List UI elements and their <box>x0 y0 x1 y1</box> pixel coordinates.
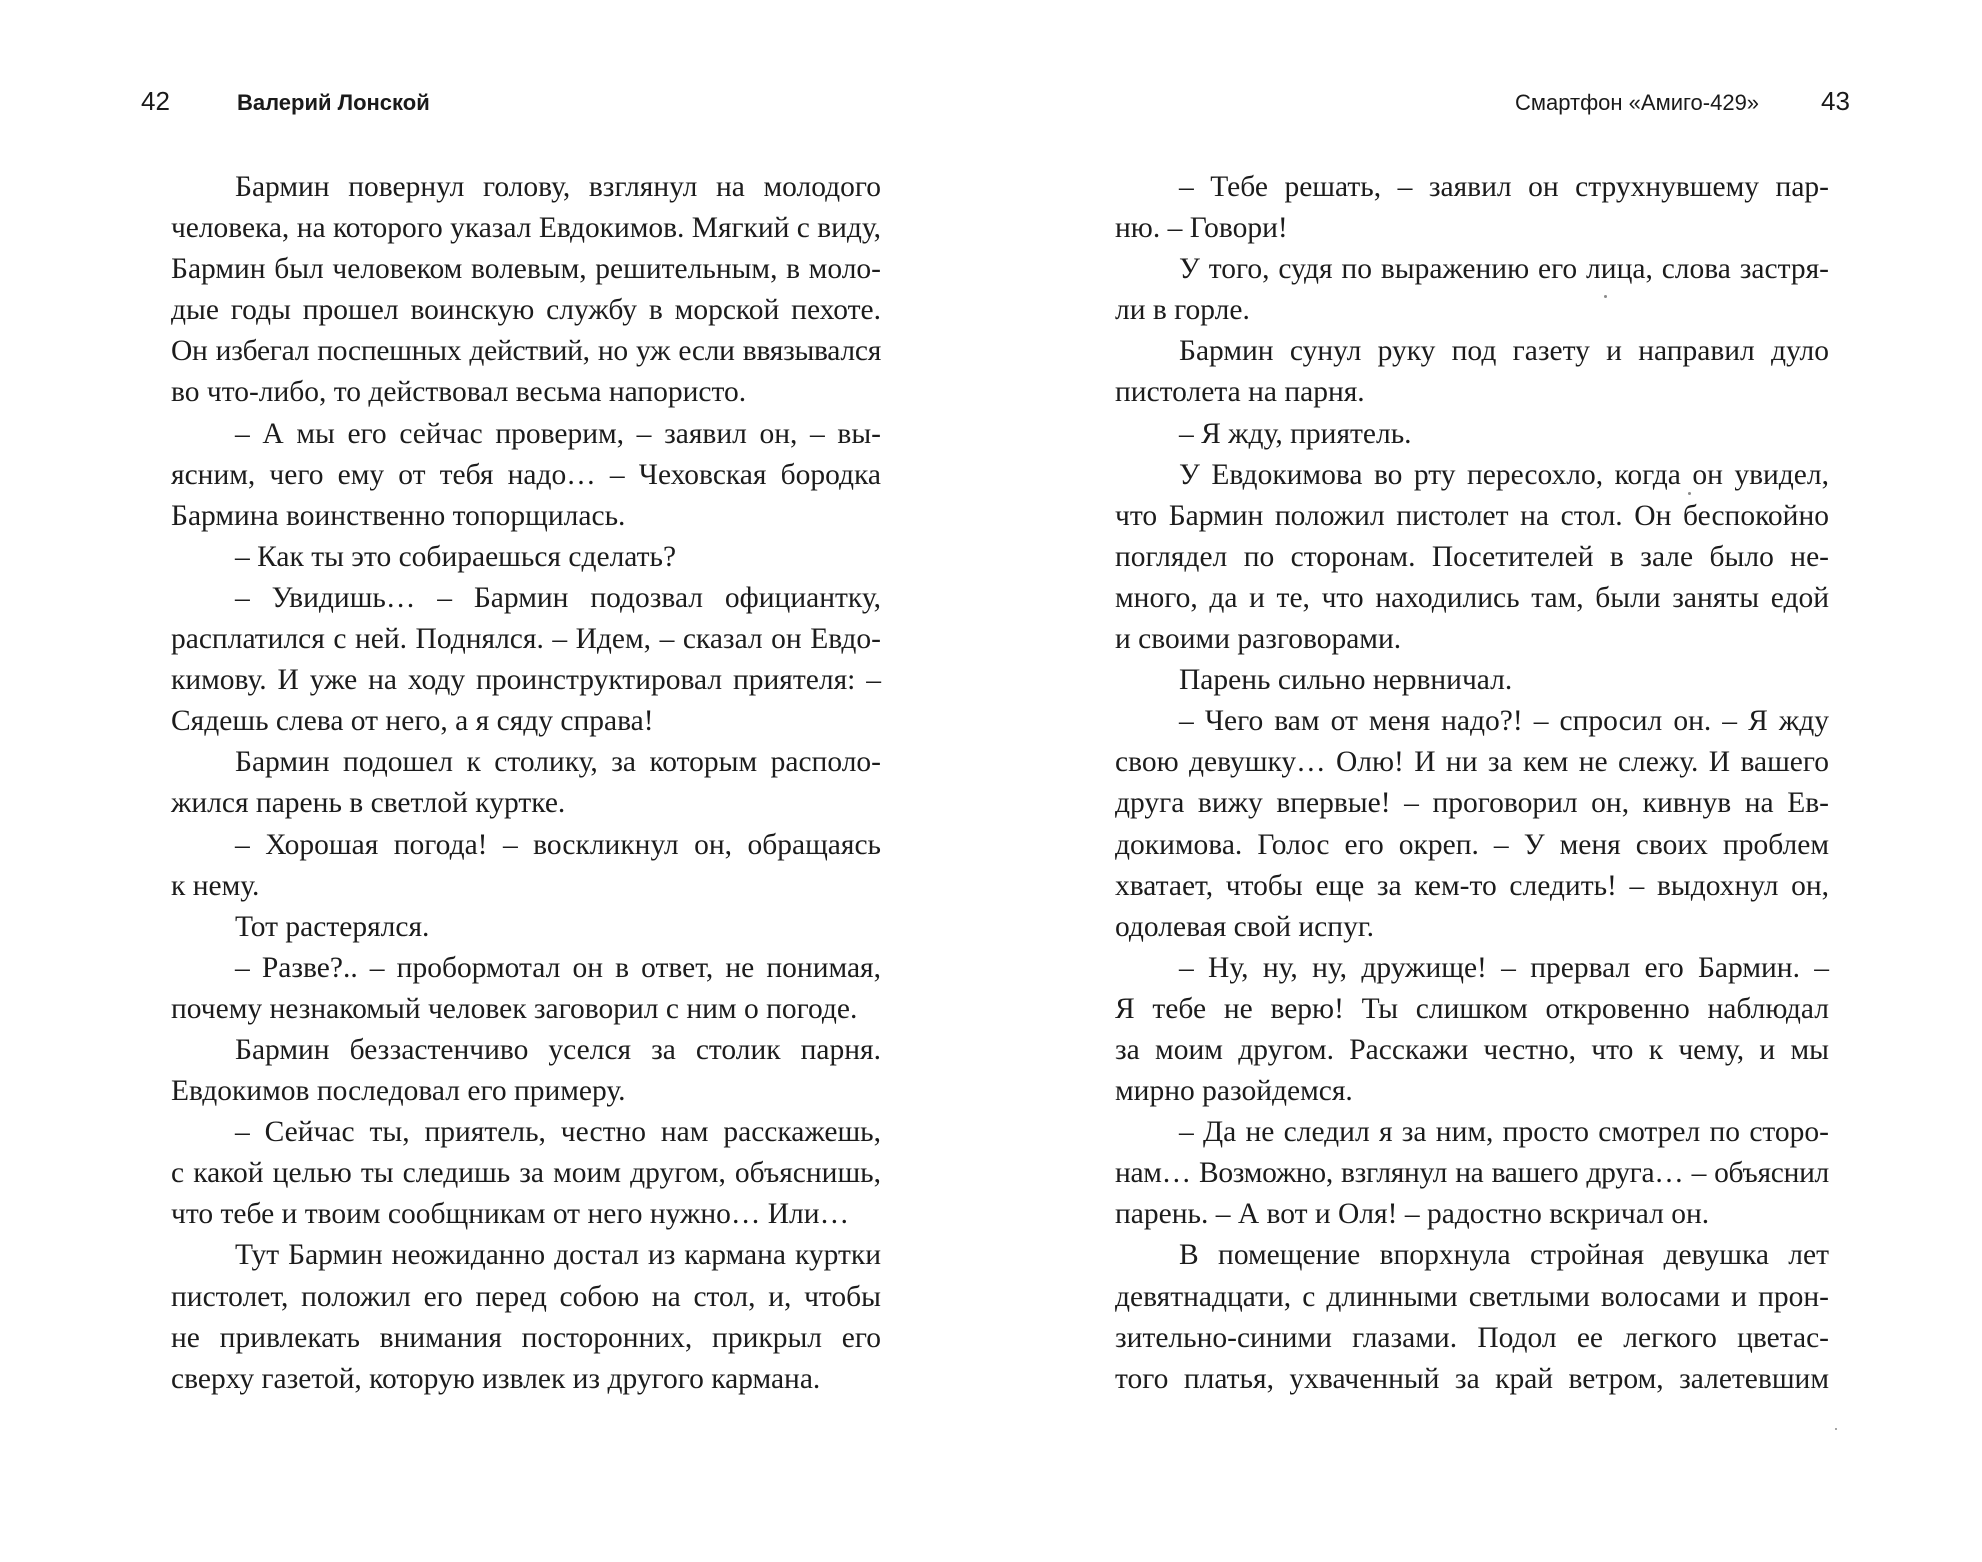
text-line: – Да не следил я за ним, просто смотрел по сторо- <box>1179 1116 1829 1149</box>
text-line: за моим другом. Расскажи честно, что к чему, и мы <box>1115 1033 1829 1066</box>
text-line: Бармин сунул руку под газету и направил дуло <box>1179 335 1829 368</box>
text-line: Тут Бармин неожиданно достал из кармана куртки <box>235 1239 881 1272</box>
text-line: – Хорошая погода! – воскликнул он, обращаясь <box>235 828 881 861</box>
text-line: Парень сильно нервничал. <box>1179 664 1513 697</box>
text-line: сверху газетой, которую извлек из другого кармана. <box>171 1362 821 1395</box>
text-line: Бармин подошел к столику, за которым располо- <box>235 746 881 779</box>
text-line: докимова. Голос его окреп. – У меня своих проблем <box>1115 828 1829 861</box>
text-line: что Бармин положил пистолет на стол. Он беспокойно <box>1115 499 1829 532</box>
text-line: кимову. И уже на ходу проинструктировал приятеля: – <box>171 664 881 697</box>
text-line: свою девушку… Олю! И ни за кем не слежу. И вашего <box>1115 746 1829 779</box>
text-line: пистолета на парня. <box>1115 376 1365 409</box>
text-line: Бармин беззастенчиво уселся за столик парня. <box>235 1033 881 1066</box>
text-line: мирно разойдемся. <box>1115 1075 1353 1108</box>
text-line: – Увидишь… – Бармин подозвал официантку, <box>235 581 881 614</box>
text-line: нам… Возможно, взглянул на вашего друга… – объяснил <box>1115 1157 1829 1190</box>
text-line: друга вижу впервые! – проговорил он, кивнув на Ев- <box>1115 787 1829 820</box>
text-line: – А мы его сейчас проверим, – заявил он, – вы- <box>235 417 881 450</box>
text-line: – Я жду, приятель. <box>1179 417 1412 450</box>
text-line: к нему. <box>171 869 260 902</box>
text-line: ню. – Говори! <box>1115 212 1288 245</box>
right-page-body-text <box>1115 167 1829 1400</box>
text-line: расплатился с ней. Поднялся. – Идем, – сказал он Евдо- <box>171 623 881 656</box>
running-head-author: Валерий Лонской <box>237 90 430 115</box>
text-line: Евдокимов последовал его примеру. <box>171 1075 626 1108</box>
text-line: Тот растерялся. <box>235 910 430 943</box>
text-line: ли в горле. <box>1115 294 1250 327</box>
text-line: и своими разговорами. <box>1115 623 1402 656</box>
text-line: дые годы прошел воинскую службу в морской пехоте. <box>171 294 881 327</box>
text-line: зительно-синими глазами. Подол ее легкого цветас- <box>1115 1321 1829 1354</box>
text-line: Сядешь слева от него, а я сяду справа! <box>171 705 654 738</box>
text-line: ясним, чего ему от тебя надо… – Чеховская бородка <box>171 458 881 491</box>
text-line: У Евдокимова во рту пересохло, когда он увидел, <box>1179 458 1829 491</box>
paper-speck <box>1688 492 1691 495</box>
page-number-right: 43 <box>1821 86 1850 116</box>
running-head-title: Смартфон «Амиго-429» <box>1515 90 1760 115</box>
right-page <box>991 0 1982 1562</box>
text-line: одолевая свой испуг. <box>1115 910 1374 943</box>
text-line: – Ну, ну, ну, дружище! – прервал его Бармин. – <box>1179 951 1829 984</box>
text-line: что тебе и твоим сообщникам от него нужно… Или… <box>171 1198 850 1231</box>
text-line: Бармин повернул голову, взглянул на молодого <box>235 171 881 203</box>
text-line: много, да и те, что находились там, были заняты едой <box>1115 581 1829 614</box>
text-line: Бармин был человеком волевым, решительным, в моло- <box>171 253 881 286</box>
text-line: хватает, чтобы еще за кем-то следить! – выдохнул он, <box>1115 869 1829 902</box>
paper-speck <box>1604 295 1607 298</box>
text-line: почему незнакомый человек заговорил с ним о погоде. <box>171 992 858 1025</box>
text-line: – Тебе решать, – заявил он струхнувшему пар- <box>1179 171 1829 203</box>
text-line: У того, судя по выражению его лица, слова застря- <box>1179 253 1829 286</box>
text-line: девятнадцати, с длинными светлыми волосами и прон- <box>1115 1280 1829 1313</box>
text-line: поглядел по сторонам. Посетителей в зале было не- <box>1115 540 1829 573</box>
text-line: парень. – А вот и Оля! – радостно вскричал он. <box>1115 1198 1710 1231</box>
text-line: во что-либо, то действовал весьма напористо. <box>171 376 747 409</box>
left-page-body-text <box>171 167 881 1400</box>
text-line: жился парень в светлой куртке. <box>171 787 566 820</box>
page-number-left: 42 <box>141 86 170 116</box>
text-line: – Сейчас ты, приятель, честно нам расскажешь, <box>235 1116 881 1149</box>
text-line: того платья, ухваченный за край ветром, залетевшим <box>1115 1362 1829 1395</box>
text-line: Я тебе не верю! Ты слишком откровенно наблюдал <box>1115 992 1829 1025</box>
paper-speck <box>1835 1428 1837 1430</box>
text-line: Бармина воинственно топорщилась. <box>171 499 626 532</box>
text-line: с какой целью ты следишь за моим другом, объяснишь, <box>171 1157 881 1190</box>
text-line: пистолет, положил его перед собою на стол, и, чтобы <box>171 1280 881 1313</box>
text-line: В помещение впорхнула стройная девушка лет <box>1179 1239 1829 1272</box>
text-line: – Разве?.. – пробормотал он в ответ, не понимая, <box>235 951 881 984</box>
text-line: человека, на которого указал Евдокимов. Мягкий с виду, <box>171 212 881 245</box>
text-line: – Чего вам от меня надо?! – спросил он. – Я жду <box>1179 705 1829 738</box>
text-line: не привлекать внимания посторонних, прикрыл его <box>171 1321 881 1354</box>
text-line: – Как ты это собираешься сделать? <box>235 540 677 573</box>
text-line: Он избегал поспешных действий, но уж если ввязывался <box>171 335 881 368</box>
